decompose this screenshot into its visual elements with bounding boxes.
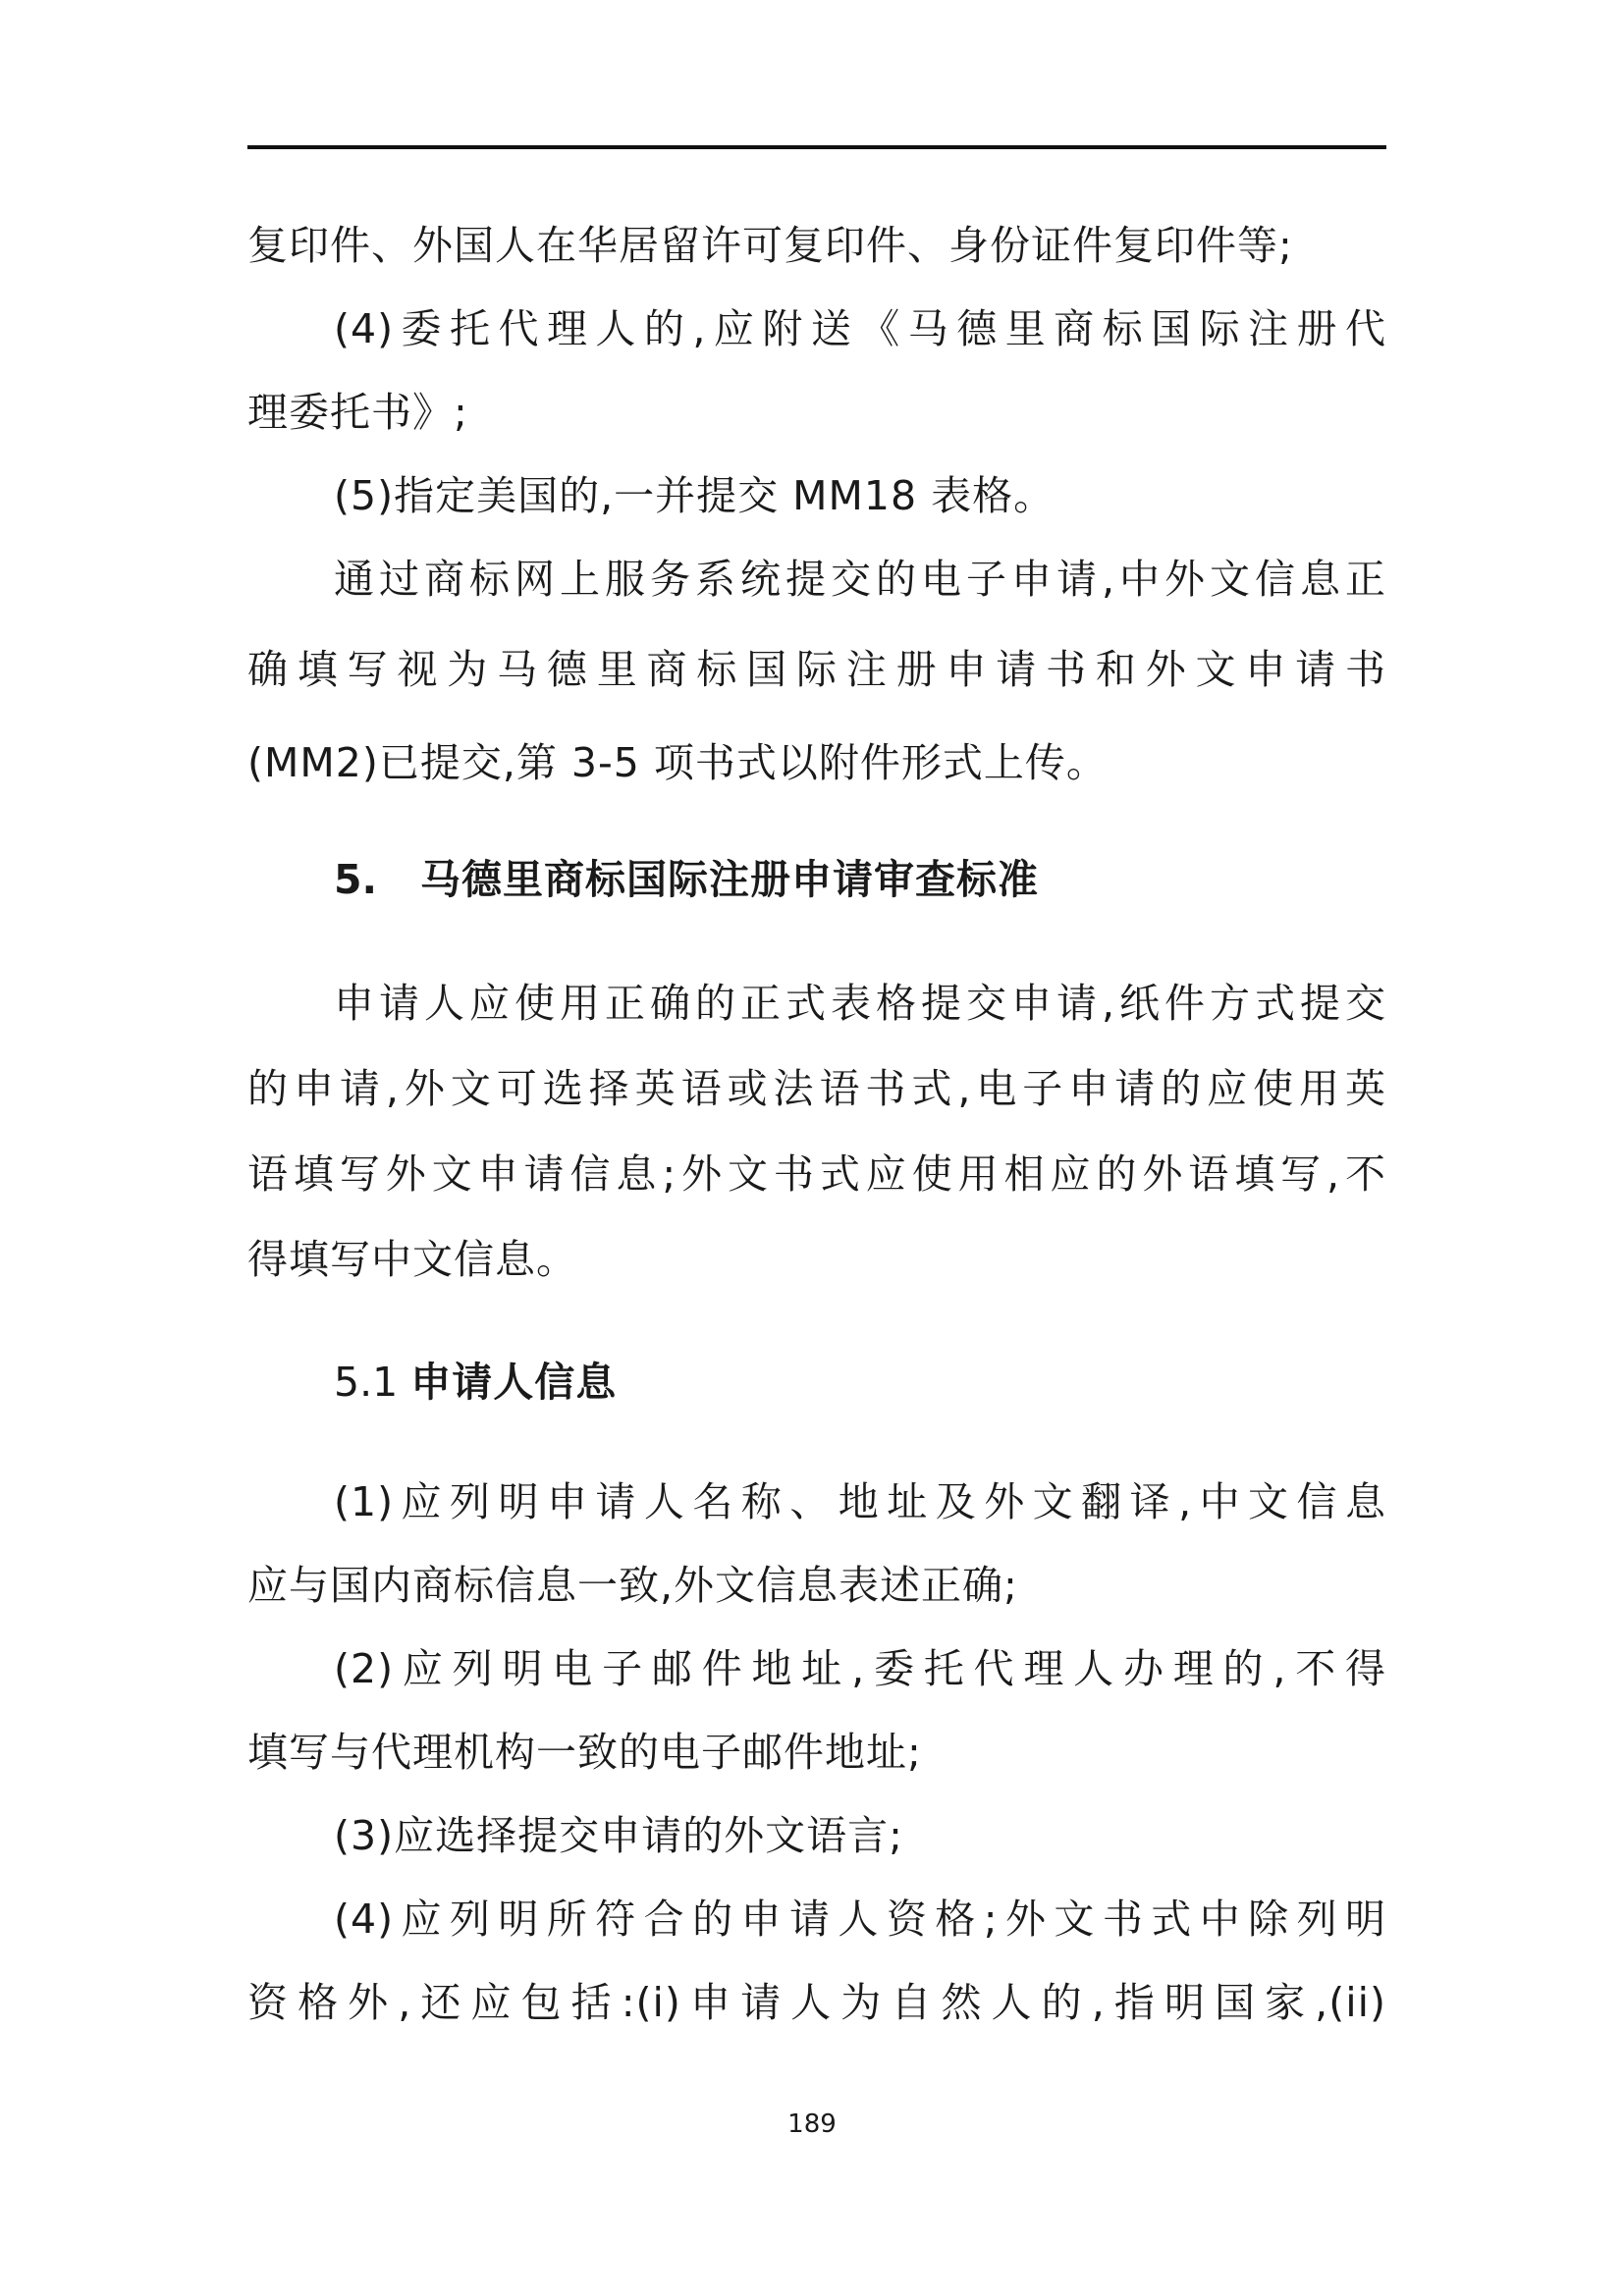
- body-line: (2)应列明电子邮件地址,委托代理人办理的,不得: [334, 1645, 1386, 1692]
- body-line: 申请人应使用正确的正式表格提交申请,纸件方式提交: [334, 980, 1386, 1027]
- subsection-title: 申请人信息: [410, 1359, 618, 1406]
- header-rule: [247, 145, 1386, 149]
- body-line: (4)委托代理人的,应附送《马德里商标国际注册代: [334, 305, 1386, 352]
- body-line: 得填写中文信息。: [247, 1236, 577, 1283]
- body-line: 填写与代理机构一致的电子邮件地址;: [247, 1729, 922, 1776]
- subsection-number: 5.1: [334, 1359, 399, 1406]
- body-line: (1)应列明申请人名称、地址及外文翻译,中文信息: [334, 1478, 1386, 1525]
- body-line: 语填写外文申请信息;外文书式应使用相应的外语填写,不: [247, 1150, 1386, 1198]
- body-line: 理委托书》;: [247, 389, 468, 436]
- body-line: 应与国内商标信息一致,外文信息表述正确;: [247, 1562, 1018, 1609]
- body-line: (4)应列明所符合的申请人资格;外文书式中除列明: [334, 1896, 1386, 1943]
- subsection-heading: [334, 1355, 617, 1410]
- section-heading: 马德里商标国际注册申请审查标准: [420, 856, 1039, 903]
- body-line: 通过商标网上服务系统提交的电子申请,中外文信息正: [334, 556, 1386, 603]
- body-line: (5)指定美国的,一并提交 MM18 表格。: [334, 472, 1056, 519]
- body-line: 复印件、外国人在华居留许可复印件、身份证件复印件等;: [247, 222, 1293, 269]
- body-line: 确填写视为马德里商标国际注册申请书和外文申请书: [247, 646, 1386, 693]
- body-line: (MM2)已提交,第 3-5 项书式以附件形式上传。: [247, 739, 1108, 786]
- body-line: 资格外,还应包括:(i)申请人为自然人的,指明国家,(ii): [247, 1979, 1386, 2026]
- section-number: 5.: [334, 856, 378, 903]
- body-line: 的申请,外文可选择英语或法语书式,电子申请的应使用英: [247, 1065, 1386, 1112]
- body-line: (3)应选择提交申请的外文语言;: [334, 1812, 903, 1859]
- page-number: 189: [787, 2109, 837, 2139]
